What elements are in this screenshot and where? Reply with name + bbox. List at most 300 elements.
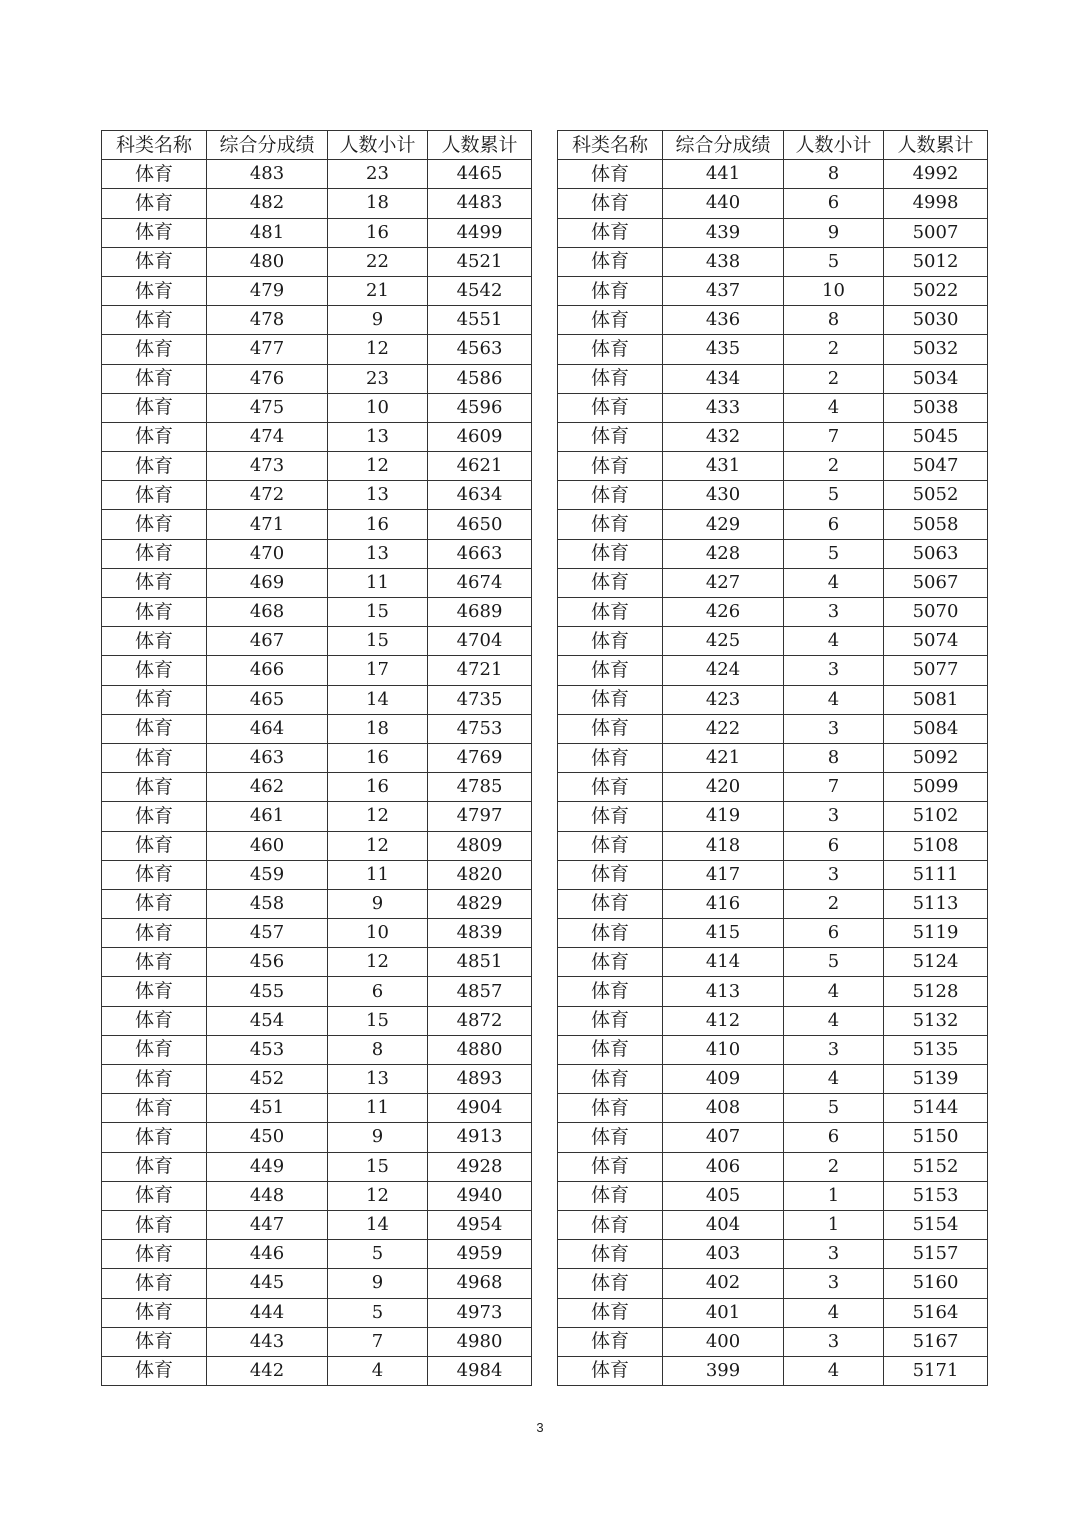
table-row xyxy=(102,1006,532,1035)
cell-cumulative: 4663 xyxy=(428,539,532,568)
cell-count: 4 xyxy=(784,1065,884,1094)
cell-category: 体育 xyxy=(102,627,207,656)
cell-cumulative: 4928 xyxy=(428,1152,532,1181)
cell-count: 6 xyxy=(784,919,884,948)
cell-cumulative: 5030 xyxy=(884,306,988,335)
cell-score: 444 xyxy=(207,1298,328,1327)
table-row xyxy=(558,306,988,335)
cell-count: 8 xyxy=(784,743,884,772)
cell-cumulative: 5152 xyxy=(884,1152,988,1181)
table-row xyxy=(102,393,532,422)
cell-count: 7 xyxy=(784,422,884,451)
cell-category: 体育 xyxy=(102,1181,207,1210)
cell-score: 472 xyxy=(207,481,328,510)
cell-score: 474 xyxy=(207,422,328,451)
cell-count: 7 xyxy=(784,773,884,802)
cell-cumulative: 4797 xyxy=(428,802,532,831)
table-row xyxy=(558,1094,988,1123)
table-row xyxy=(558,1269,988,1298)
cell-score: 405 xyxy=(663,1181,784,1210)
cell-category: 体育 xyxy=(102,452,207,481)
cell-category: 体育 xyxy=(558,276,663,305)
cell-category: 体育 xyxy=(558,977,663,1006)
cell-score: 463 xyxy=(207,743,328,772)
cell-category: 体育 xyxy=(102,685,207,714)
table-row xyxy=(558,393,988,422)
cell-count: 16 xyxy=(328,510,428,539)
table-row xyxy=(558,1356,988,1385)
table-row xyxy=(102,510,532,539)
cell-category: 体育 xyxy=(558,160,663,189)
table-row xyxy=(102,481,532,510)
table-row xyxy=(558,1298,988,1327)
cell-score: 432 xyxy=(663,422,784,451)
table-row xyxy=(102,919,532,948)
cell-score: 468 xyxy=(207,598,328,627)
cell-category: 体育 xyxy=(558,919,663,948)
cell-count: 18 xyxy=(328,189,428,218)
cell-score: 446 xyxy=(207,1240,328,1269)
cell-score: 469 xyxy=(207,568,328,597)
cell-cumulative: 5128 xyxy=(884,977,988,1006)
cell-count: 23 xyxy=(328,160,428,189)
cell-cumulative: 5157 xyxy=(884,1240,988,1269)
cell-cumulative: 4689 xyxy=(428,598,532,627)
cell-count: 13 xyxy=(328,481,428,510)
cell-category: 体育 xyxy=(102,977,207,1006)
header-score: 综合分成绩 xyxy=(663,131,784,160)
table-row xyxy=(558,510,988,539)
cell-category: 体育 xyxy=(558,1123,663,1152)
cell-count: 12 xyxy=(328,831,428,860)
cell-category: 体育 xyxy=(102,393,207,422)
cell-cumulative: 4785 xyxy=(428,773,532,802)
cell-score: 439 xyxy=(663,218,784,247)
cell-cumulative: 5111 xyxy=(884,860,988,889)
cell-category: 体育 xyxy=(558,773,663,802)
cell-cumulative: 5022 xyxy=(884,276,988,305)
table-row xyxy=(558,831,988,860)
cell-category: 体育 xyxy=(102,422,207,451)
cell-category: 体育 xyxy=(102,1327,207,1356)
cell-category: 体育 xyxy=(558,335,663,364)
table-row xyxy=(102,422,532,451)
table-row xyxy=(102,1240,532,1269)
cell-count: 9 xyxy=(328,889,428,918)
cell-count: 3 xyxy=(784,802,884,831)
cell-count: 8 xyxy=(784,306,884,335)
cell-cumulative: 5135 xyxy=(884,1035,988,1064)
cell-category: 体育 xyxy=(102,1356,207,1385)
cell-category: 体育 xyxy=(102,364,207,393)
cell-count: 5 xyxy=(784,948,884,977)
cell-cumulative: 4968 xyxy=(428,1269,532,1298)
cell-cumulative: 5153 xyxy=(884,1181,988,1210)
cell-category: 体育 xyxy=(102,276,207,305)
cell-count: 14 xyxy=(328,685,428,714)
header-count: 人数小计 xyxy=(784,131,884,160)
cell-score: 409 xyxy=(663,1065,784,1094)
cell-cumulative: 4913 xyxy=(428,1123,532,1152)
cell-category: 体育 xyxy=(102,919,207,948)
cell-score: 423 xyxy=(663,685,784,714)
cell-score: 445 xyxy=(207,1269,328,1298)
cell-score: 416 xyxy=(663,889,784,918)
cell-count: 3 xyxy=(784,714,884,743)
cell-cumulative: 5119 xyxy=(884,919,988,948)
table-row xyxy=(558,977,988,1006)
cell-category: 体育 xyxy=(102,189,207,218)
cell-score: 467 xyxy=(207,627,328,656)
cell-count: 5 xyxy=(784,247,884,276)
cell-score: 419 xyxy=(663,802,784,831)
cell-score: 412 xyxy=(663,1006,784,1035)
cell-cumulative: 4621 xyxy=(428,452,532,481)
cell-cumulative: 4954 xyxy=(428,1210,532,1239)
cell-count: 1 xyxy=(784,1210,884,1239)
table-row xyxy=(102,306,532,335)
cell-cumulative: 5058 xyxy=(884,510,988,539)
cell-score: 459 xyxy=(207,860,328,889)
header-cumulative: 人数累计 xyxy=(428,131,532,160)
table-row xyxy=(102,948,532,977)
header-category: 科类名称 xyxy=(558,131,663,160)
cell-category: 体育 xyxy=(102,510,207,539)
cell-cumulative: 4904 xyxy=(428,1094,532,1123)
cell-category: 体育 xyxy=(558,539,663,568)
cell-count: 21 xyxy=(328,276,428,305)
cell-cumulative: 4839 xyxy=(428,919,532,948)
cell-category: 体育 xyxy=(558,481,663,510)
cell-score: 415 xyxy=(663,919,784,948)
cell-category: 体育 xyxy=(558,1065,663,1094)
cell-cumulative: 5081 xyxy=(884,685,988,714)
cell-count: 8 xyxy=(784,160,884,189)
table-row xyxy=(558,452,988,481)
cell-category: 体育 xyxy=(102,539,207,568)
cell-category: 体育 xyxy=(102,1240,207,1269)
cell-score: 457 xyxy=(207,919,328,948)
cell-count: 4 xyxy=(784,685,884,714)
table-row xyxy=(102,802,532,831)
table-row xyxy=(102,889,532,918)
cell-score: 455 xyxy=(207,977,328,1006)
cell-count: 4 xyxy=(784,393,884,422)
cell-cumulative: 5102 xyxy=(884,802,988,831)
cell-cumulative: 4542 xyxy=(428,276,532,305)
table-row xyxy=(102,685,532,714)
cell-category: 体育 xyxy=(102,1269,207,1298)
cell-category: 体育 xyxy=(558,1327,663,1356)
table-row xyxy=(102,189,532,218)
cell-count: 5 xyxy=(784,539,884,568)
cell-count: 3 xyxy=(784,1035,884,1064)
cell-count: 15 xyxy=(328,627,428,656)
cell-score: 451 xyxy=(207,1094,328,1123)
cell-cumulative: 4992 xyxy=(884,160,988,189)
cell-category: 体育 xyxy=(558,452,663,481)
cell-count: 1 xyxy=(784,1181,884,1210)
cell-score: 399 xyxy=(663,1356,784,1385)
table-row xyxy=(558,656,988,685)
cell-score: 454 xyxy=(207,1006,328,1035)
table-row xyxy=(102,568,532,597)
cell-score: 479 xyxy=(207,276,328,305)
cell-cumulative: 4704 xyxy=(428,627,532,656)
cell-score: 458 xyxy=(207,889,328,918)
cell-score: 434 xyxy=(663,364,784,393)
cell-category: 体育 xyxy=(558,189,663,218)
cell-cumulative: 4521 xyxy=(428,247,532,276)
cell-score: 470 xyxy=(207,539,328,568)
cell-cumulative: 4596 xyxy=(428,393,532,422)
cell-count: 14 xyxy=(328,1210,428,1239)
cell-score: 450 xyxy=(207,1123,328,1152)
cell-cumulative: 5167 xyxy=(884,1327,988,1356)
table-row xyxy=(102,452,532,481)
table-row xyxy=(102,1269,532,1298)
cell-score: 406 xyxy=(663,1152,784,1181)
cell-cumulative: 4674 xyxy=(428,568,532,597)
cell-score: 404 xyxy=(663,1210,784,1239)
cell-count: 16 xyxy=(328,743,428,772)
table-row xyxy=(102,247,532,276)
cell-cumulative: 4959 xyxy=(428,1240,532,1269)
cell-category: 体育 xyxy=(558,1094,663,1123)
table-row xyxy=(102,1356,532,1385)
cell-cumulative: 5063 xyxy=(884,539,988,568)
cell-cumulative: 5052 xyxy=(884,481,988,510)
table-row xyxy=(558,568,988,597)
cell-category: 体育 xyxy=(558,1006,663,1035)
cell-score: 471 xyxy=(207,510,328,539)
cell-count: 6 xyxy=(784,189,884,218)
cell-score: 418 xyxy=(663,831,784,860)
cell-cumulative: 4998 xyxy=(884,189,988,218)
cell-category: 体育 xyxy=(102,1210,207,1239)
cell-count: 12 xyxy=(328,452,428,481)
cell-category: 体育 xyxy=(102,1123,207,1152)
cell-category: 体育 xyxy=(558,1298,663,1327)
cell-category: 体育 xyxy=(102,481,207,510)
table-row xyxy=(102,1123,532,1152)
table-row xyxy=(102,656,532,685)
cell-score: 401 xyxy=(663,1298,784,1327)
table-row xyxy=(558,481,988,510)
cell-category: 体育 xyxy=(102,1065,207,1094)
cell-count: 5 xyxy=(328,1298,428,1327)
cell-score: 430 xyxy=(663,481,784,510)
cell-score: 437 xyxy=(663,276,784,305)
cell-cumulative: 5034 xyxy=(884,364,988,393)
cell-cumulative: 4872 xyxy=(428,1006,532,1035)
cell-category: 体育 xyxy=(102,335,207,364)
table-row xyxy=(558,598,988,627)
cell-category: 体育 xyxy=(102,218,207,247)
header-category: 科类名称 xyxy=(102,131,207,160)
cell-category: 体育 xyxy=(102,831,207,860)
table-row xyxy=(102,627,532,656)
cell-count: 2 xyxy=(784,452,884,481)
table-row xyxy=(558,889,988,918)
cell-category: 体育 xyxy=(558,1152,663,1181)
cell-cumulative: 5067 xyxy=(884,568,988,597)
cell-count: 2 xyxy=(784,1152,884,1181)
cell-cumulative: 5150 xyxy=(884,1123,988,1152)
cell-category: 体育 xyxy=(102,160,207,189)
cell-category: 体育 xyxy=(558,598,663,627)
cell-count: 4 xyxy=(784,1356,884,1385)
table-header-row xyxy=(558,131,988,160)
cell-count: 16 xyxy=(328,773,428,802)
cell-score: 424 xyxy=(663,656,784,685)
table-row xyxy=(558,627,988,656)
table-header-row xyxy=(102,131,532,160)
cell-cumulative: 4563 xyxy=(428,335,532,364)
table-row xyxy=(102,218,532,247)
cell-score: 441 xyxy=(663,160,784,189)
table-row xyxy=(102,773,532,802)
cell-score: 407 xyxy=(663,1123,784,1152)
header-count: 人数小计 xyxy=(328,131,428,160)
cell-score: 440 xyxy=(663,189,784,218)
table-row xyxy=(102,831,532,860)
cell-count: 18 xyxy=(328,714,428,743)
cell-count: 10 xyxy=(328,919,428,948)
cell-cumulative: 5154 xyxy=(884,1210,988,1239)
table-row xyxy=(558,1210,988,1239)
cell-count: 4 xyxy=(784,627,884,656)
cell-count: 11 xyxy=(328,1094,428,1123)
table-row xyxy=(558,335,988,364)
table-row xyxy=(102,1035,532,1064)
cell-score: 400 xyxy=(663,1327,784,1356)
table-row xyxy=(102,160,532,189)
cell-category: 体育 xyxy=(558,802,663,831)
cell-cumulative: 4483 xyxy=(428,189,532,218)
score-table-right xyxy=(557,130,988,1386)
cell-count: 5 xyxy=(784,1094,884,1123)
cell-category: 体育 xyxy=(102,889,207,918)
table-row xyxy=(558,919,988,948)
cell-category: 体育 xyxy=(558,1210,663,1239)
cell-cumulative: 4634 xyxy=(428,481,532,510)
table-row xyxy=(558,1006,988,1035)
cell-score: 410 xyxy=(663,1035,784,1064)
cell-count: 13 xyxy=(328,1065,428,1094)
cell-category: 体育 xyxy=(558,218,663,247)
table-row xyxy=(102,743,532,772)
cell-score: 477 xyxy=(207,335,328,364)
table-row xyxy=(102,1327,532,1356)
cell-count: 15 xyxy=(328,1006,428,1035)
cell-count: 3 xyxy=(784,860,884,889)
cell-count: 6 xyxy=(784,831,884,860)
cell-cumulative: 4829 xyxy=(428,889,532,918)
cell-score: 481 xyxy=(207,218,328,247)
cell-category: 体育 xyxy=(102,1298,207,1327)
cell-count: 16 xyxy=(328,218,428,247)
cell-count: 8 xyxy=(328,1035,428,1064)
cell-count: 3 xyxy=(784,656,884,685)
cell-cumulative: 4586 xyxy=(428,364,532,393)
table-row xyxy=(102,977,532,1006)
cell-category: 体育 xyxy=(558,831,663,860)
table-row xyxy=(558,160,988,189)
table-row xyxy=(558,189,988,218)
cell-score: 428 xyxy=(663,539,784,568)
table-row xyxy=(558,802,988,831)
table-row xyxy=(558,743,988,772)
cell-category: 体育 xyxy=(558,247,663,276)
cell-cumulative: 4820 xyxy=(428,860,532,889)
table-row xyxy=(558,422,988,451)
cell-score: 476 xyxy=(207,364,328,393)
cell-cumulative: 5032 xyxy=(884,335,988,364)
table-row xyxy=(558,539,988,568)
cell-cumulative: 5070 xyxy=(884,598,988,627)
cell-count: 10 xyxy=(328,393,428,422)
cell-cumulative: 4851 xyxy=(428,948,532,977)
cell-score: 442 xyxy=(207,1356,328,1385)
cell-count: 9 xyxy=(784,218,884,247)
cell-cumulative: 4609 xyxy=(428,422,532,451)
cell-cumulative: 5045 xyxy=(884,422,988,451)
cell-count: 3 xyxy=(784,598,884,627)
score-table-left xyxy=(101,130,532,1386)
cell-category: 体育 xyxy=(558,860,663,889)
cell-cumulative: 5139 xyxy=(884,1065,988,1094)
cell-score: 478 xyxy=(207,306,328,335)
cell-category: 体育 xyxy=(102,743,207,772)
cell-score: 420 xyxy=(663,773,784,802)
cell-count: 17 xyxy=(328,656,428,685)
cell-count: 5 xyxy=(784,481,884,510)
cell-category: 体育 xyxy=(558,714,663,743)
table-row xyxy=(558,714,988,743)
cell-count: 3 xyxy=(784,1240,884,1269)
table-row xyxy=(558,1152,988,1181)
cell-category: 体育 xyxy=(102,598,207,627)
cell-count: 12 xyxy=(328,335,428,364)
cell-score: 422 xyxy=(663,714,784,743)
cell-category: 体育 xyxy=(558,743,663,772)
cell-cumulative: 5160 xyxy=(884,1269,988,1298)
table-row xyxy=(558,218,988,247)
cell-cumulative: 5144 xyxy=(884,1094,988,1123)
table-row xyxy=(102,335,532,364)
header-score: 综合分成绩 xyxy=(207,131,328,160)
cell-category: 体育 xyxy=(558,422,663,451)
cell-count: 2 xyxy=(784,889,884,918)
table-row xyxy=(102,1298,532,1327)
cell-category: 体育 xyxy=(558,510,663,539)
cell-count: 6 xyxy=(328,977,428,1006)
table-row xyxy=(558,1181,988,1210)
cell-count: 11 xyxy=(328,568,428,597)
cell-cumulative: 5012 xyxy=(884,247,988,276)
cell-count: 4 xyxy=(784,1298,884,1327)
cell-count: 4 xyxy=(784,568,884,597)
cell-count: 3 xyxy=(784,1269,884,1298)
cell-category: 体育 xyxy=(102,568,207,597)
cell-cumulative: 5132 xyxy=(884,1006,988,1035)
cell-cumulative: 4735 xyxy=(428,685,532,714)
cell-cumulative: 5007 xyxy=(884,218,988,247)
table-row xyxy=(558,364,988,393)
cell-category: 体育 xyxy=(558,1035,663,1064)
cell-count: 15 xyxy=(328,1152,428,1181)
